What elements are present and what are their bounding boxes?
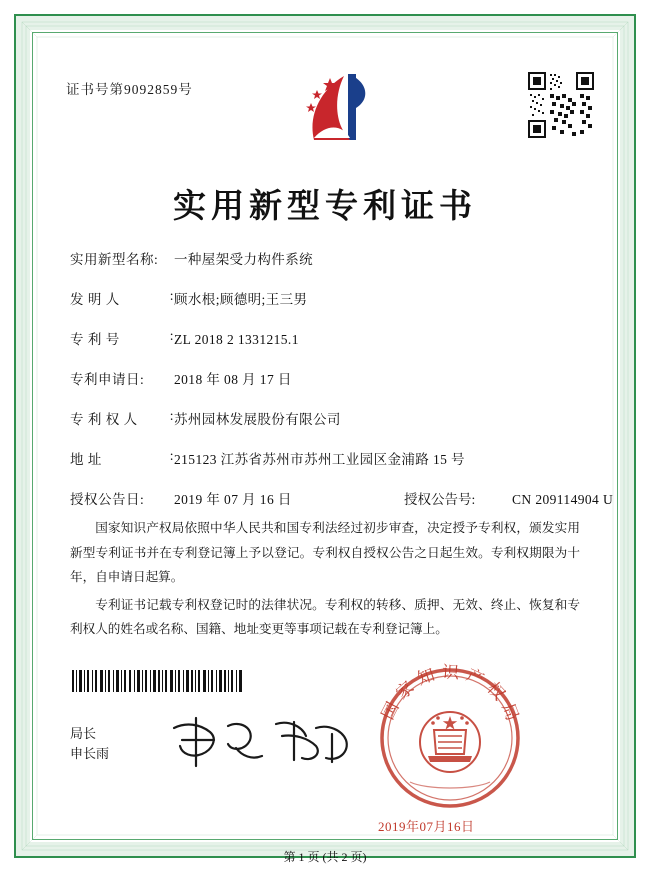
certificate-number: 证书号第9092859号: [66, 82, 193, 97]
field-value-grant-date: 2019 年 07 月 16 日: [174, 492, 292, 507]
colon: :: [169, 448, 174, 463]
field-label-patentee: [70, 408, 174, 428]
legal-text: [70, 516, 580, 645]
field-row-grant-publication: [70, 488, 614, 508]
field-row-application-date: [70, 368, 590, 388]
field-label-patentee-text: 专 利 权 人: [70, 412, 138, 427]
page-footer: 第 1 页 (共 2 页): [283, 850, 367, 864]
field-row-patent-number: [70, 328, 590, 348]
national-emblem-icon: [420, 712, 480, 772]
director-name-label: 申长雨: [70, 746, 110, 762]
field-value-address: 215123 江苏省苏州市苏州工业园区金浦路 15 号: [174, 452, 465, 467]
field-row-invention-name: [70, 248, 590, 268]
field-label-application-date: 专利申请日:: [70, 372, 145, 387]
director-title-label: 局长: [70, 726, 97, 741]
certificate-fields: [70, 248, 614, 528]
handwritten-signature-icon: [166, 710, 366, 780]
barcode-icon: [70, 670, 246, 692]
field-label-address-text: 地 址: [70, 452, 102, 467]
legal-paragraph-1: 国家知识产权局依照中华人民共和国专利法经过初步审查，决定授予专利权，颁发实用新型专利证书并在专利登记簿上予以登记。专利权自授权公告之日起生效。专利权期限为十年，自申请日起算。: [70, 521, 580, 585]
svg-text:国家知识产权局: [378, 662, 524, 728]
seal-top-text: 国家知识产权局: [378, 662, 525, 729]
field-label-publication-number: 授权公告号:: [404, 492, 476, 507]
field-label-inventors: [70, 288, 174, 308]
field-value-publication-number: CN 209114904 U: [512, 492, 614, 507]
field-label-invention-name: 实用新型名称:: [70, 252, 159, 267]
field-value-inventors: 顾水根;顾德明;王三男: [174, 292, 308, 307]
field-value-patent-number: ZL 2018 2 1331215.1: [174, 332, 299, 347]
field-value-application-date: 2018 年 08 月 17 日: [174, 372, 292, 387]
field-label-patent-number: [70, 328, 174, 348]
colon: :: [169, 328, 174, 343]
field-row-address: [70, 448, 590, 468]
colon: :: [169, 288, 174, 303]
field-label-patent-number-text: 专 利 号: [70, 332, 120, 347]
qr-code-icon: [528, 72, 594, 138]
field-label-grant-date: 授权公告日:: [70, 492, 145, 507]
legal-paragraph-2: 专利证书记载专利权登记时的法律状况。专利权的转移、质押、无效、终止、恢复和专利权人的姓名或名称、国籍、地址变更等事项记载在专利登记簿上。: [70, 597, 580, 637]
seal-date: 2019年07月16日: [378, 819, 475, 834]
field-label-address: [70, 448, 174, 468]
certificate-content: [48, 48, 614, 864]
field-value-patentee: 苏州园林发展股份有限公司: [174, 412, 341, 427]
field-row-patentee: [70, 408, 590, 428]
signature-block: [70, 724, 109, 764]
field-value-invention-name: 一种屋架受力构件系统: [174, 252, 313, 267]
official-round-seal-icon: [370, 658, 530, 818]
field-label-inventors-text: 发 明 人: [70, 292, 120, 307]
patent-office-logo-icon: [286, 68, 382, 146]
page-title: 实用新型专利证书: [173, 189, 477, 225]
colon: :: [169, 408, 174, 423]
field-row-inventors: [70, 288, 590, 308]
